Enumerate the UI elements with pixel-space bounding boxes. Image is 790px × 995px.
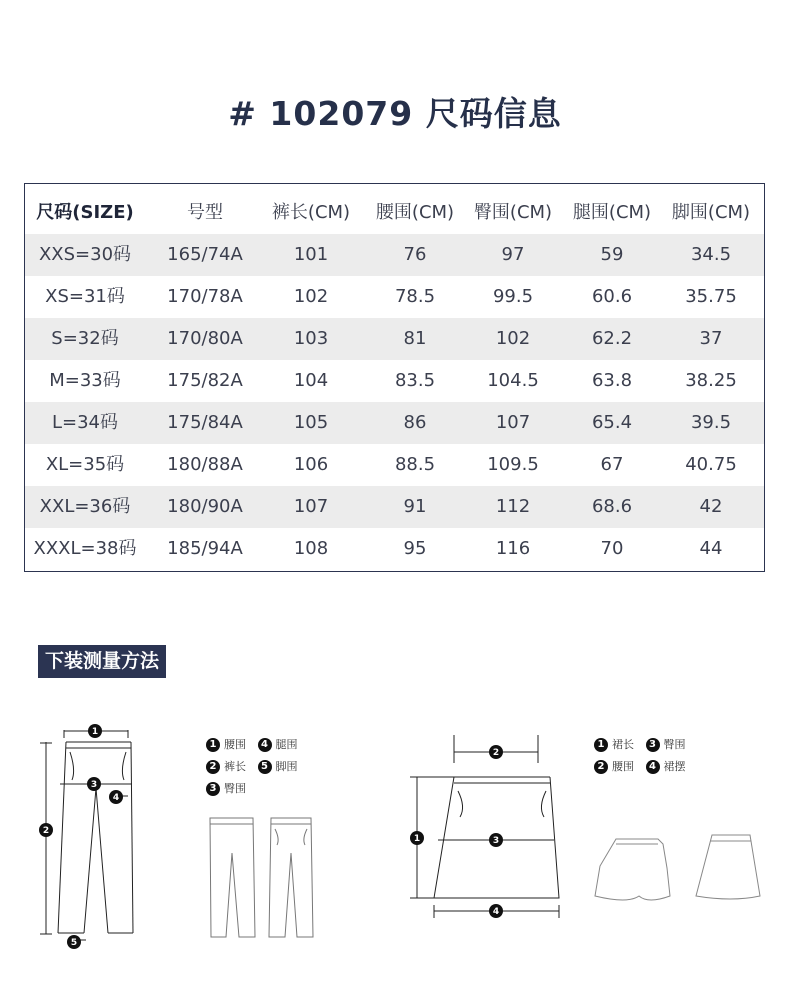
value-cell: 81	[403, 328, 427, 349]
value-cell: 86	[403, 412, 427, 433]
size-cell: L=34码	[51, 412, 118, 433]
skirt-legend: 1 裙长 3 臀围 2 腰围 4 裙摆	[594, 736, 694, 780]
marker-label: 2	[492, 748, 500, 758]
value-cell: 104	[293, 370, 329, 391]
value-cell: 62.2	[591, 328, 633, 349]
value-cell: 37	[699, 328, 723, 349]
value-cell: 60.6	[591, 286, 633, 307]
value-cell: 40.75	[685, 454, 737, 475]
header-cell: 腿围(CM)	[572, 202, 652, 223]
marker-label: 3	[492, 836, 500, 846]
value-cell: 101	[293, 244, 329, 265]
marker-label: 1	[91, 727, 99, 737]
header-cell: 脚围(CM)	[671, 202, 751, 223]
value-cell: 102	[495, 328, 531, 349]
table-row	[25, 528, 764, 570]
header-cell: 臀围(CM)	[473, 202, 553, 223]
marker-label: 4	[492, 907, 500, 917]
value-cell: 44	[699, 538, 723, 559]
value-cell: 105	[293, 412, 329, 433]
value-cell: 42	[699, 496, 723, 517]
size-cell: M=33码	[49, 370, 121, 391]
page-title: # 102079 尺码信息	[228, 94, 562, 133]
value-cell: 70	[600, 538, 624, 559]
skirt-diagram	[404, 725, 584, 925]
value-cell: 38.25	[685, 370, 737, 391]
size-table	[24, 183, 765, 572]
value-cell: 185/94A	[167, 538, 243, 559]
value-cell: 67	[600, 454, 624, 475]
value-cell: 68.6	[591, 496, 633, 517]
section-label: 下装测量方法	[38, 645, 166, 678]
value-cell: 116	[495, 538, 531, 559]
value-cell: 76	[403, 244, 427, 265]
table-row	[25, 360, 764, 402]
table-header-row	[25, 192, 764, 234]
value-cell: 88.5	[394, 454, 436, 475]
value-cell: 34.5	[690, 244, 732, 265]
size-cell: XXXL=38码	[33, 538, 137, 559]
size-cell: XXS=30码	[38, 244, 132, 265]
size-cell: XL=35码	[45, 454, 125, 475]
marker-label: 3	[90, 780, 98, 790]
value-cell: 91	[403, 496, 427, 517]
value-cell: 104.5	[487, 370, 539, 391]
table-row	[25, 234, 764, 276]
value-cell: 170/78A	[167, 286, 243, 307]
marker-label: 1	[413, 834, 421, 844]
header-cell: 裤长(CM)	[271, 202, 351, 223]
value-cell: 107	[495, 412, 531, 433]
value-cell: 109.5	[487, 454, 539, 475]
value-cell: 106	[293, 454, 329, 475]
pants-legend: 1 腰围 4 腿围 2 裤长 5 脚围 3 臀围	[206, 736, 306, 802]
value-cell: 39.5	[690, 412, 732, 433]
value-cell: 180/90A	[167, 496, 243, 517]
table-row	[25, 276, 764, 318]
value-cell: 180/88A	[167, 454, 243, 475]
marker-label: 5	[70, 938, 78, 948]
value-cell: 103	[293, 328, 329, 349]
size-cell: XS=31码	[45, 286, 125, 307]
value-cell: 95	[403, 538, 427, 559]
table-row	[25, 318, 764, 360]
table-row	[25, 444, 764, 486]
pants-sketches	[205, 815, 315, 943]
value-cell: 83.5	[394, 370, 436, 391]
header-cell: 号型	[187, 202, 223, 223]
value-cell: 175/84A	[167, 412, 243, 433]
value-cell: 97	[501, 244, 525, 265]
marker-label: 2	[42, 826, 50, 836]
value-cell: 107	[293, 496, 329, 517]
marker-label: 4	[112, 793, 120, 803]
header-cell: 腰围(CM)	[375, 202, 455, 223]
table-row	[25, 402, 764, 444]
value-cell: 63.8	[591, 370, 633, 391]
value-cell: 59	[600, 244, 624, 265]
value-cell: 108	[293, 538, 329, 559]
header-cell: 尺码(SIZE)	[36, 202, 134, 223]
size-cell: S=32码	[51, 328, 119, 349]
value-cell: 99.5	[492, 286, 534, 307]
skirt-sketches	[592, 832, 772, 904]
size-cell: XXL=36码	[39, 496, 131, 517]
value-cell: 78.5	[394, 286, 436, 307]
value-cell: 165/74A	[167, 244, 243, 265]
value-cell: 170/80A	[167, 328, 243, 349]
value-cell: 102	[293, 286, 329, 307]
value-cell: 65.4	[591, 412, 633, 433]
pants-diagram	[28, 718, 168, 954]
value-cell: 35.75	[685, 286, 737, 307]
value-cell: 175/82A	[167, 370, 243, 391]
table-row	[25, 486, 764, 528]
value-cell: 112	[495, 496, 531, 517]
